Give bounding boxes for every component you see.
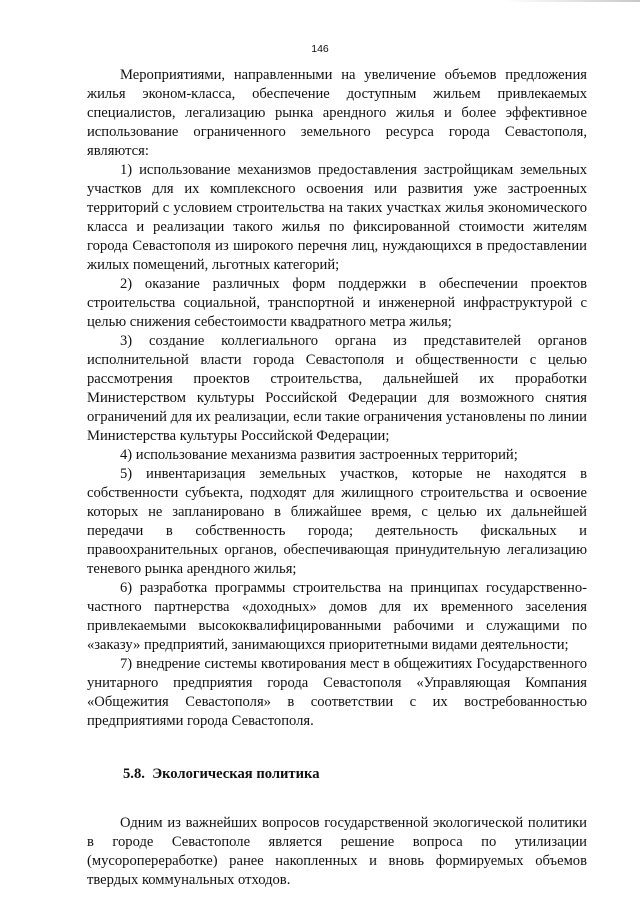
measure-item-7: 7) внедрение системы квотирования мест в общежитиях Государственного унитарного предприятия города Севастополя «Управляющая Компания «Общежития Севастополя» в соответствии с их востребованностью предприятиями города Севастополя. bbox=[87, 656, 587, 729]
section-paragraph: Одним из важнейших вопросов государственной экологической политики в городе Севастополе является решение вопроса по утилизации (мусоропереработке) ранее накопленных и вновь формируемых объемов твердых коммунальных отходов. bbox=[87, 815, 587, 888]
measure-item-5: 5) инвентаризация земельных участков, которые не находятся в собственности субъекта, подходят для жилищного строительства и освоение которых не запланировано в ближайшее время, с целью их дальнейшей передачи в собственность города; деятельность фискальных и правоохранительных органов, обеспечивающая принудительную легализацию теневого рынка арендного жилья; bbox=[87, 466, 587, 577]
measure-item-6: 6) разработка программы строительства на принципах государственно-частного партнерства «доходных» домов для их временного заселения привлекаемыми высококвалифицированными рабочими и служащими по «заказу» предприятий, занимающихся приоритетными видами деятельности; bbox=[87, 580, 587, 653]
document-body bbox=[87, 66, 587, 890]
measure-item-3: 3) создание коллегиального органа из представителей органов исполнительной власти города Севастополя и общественности с целью рассмотрения проектов строительства, дальнейшей их проработки Министерством культуры Российской Федерации для возможного снятия ограничений для их реализации, если такие ограничения установлены по линии Министерства культуры Российской Федерации; bbox=[87, 333, 587, 444]
intro-paragraph: Мероприятиями, направленными на увеличение объемов предложения жилья эконом-класса, обеспечение доступным жильем привлекаемых специалистов, легализацию рынка арендного жилья и более эффективное использование ограниченного земельного ресурса города Севастополя, являются: bbox=[87, 67, 587, 159]
section-title: Экологическая политика bbox=[152, 766, 320, 782]
measure-item-4: 4) использование механизма развития застроенных территорий; bbox=[120, 447, 518, 463]
page-number: 146 bbox=[311, 43, 329, 55]
scan-edge-artifact bbox=[505, 0, 640, 2]
measure-item-1: 1) использование механизмов предоставления застройщикам земельных участков для их комплексного освоения или развития уже застроенных территорий с условием строительства на таких участках жилья экономического класса и реализации такого жилья по фиксированной стоимости жителям города Севастополя из широкого перечня лиц, нуждающихся в предоставлении жилых помещений, льготных категорий; bbox=[87, 162, 587, 273]
section-heading bbox=[87, 765, 587, 784]
section-number: 5.8. bbox=[123, 766, 145, 782]
measure-item-2: 2) оказание различных форм поддержки в обеспечении проектов строительства социальной, транспортной и инженерной инфраструктурой с целью снижения себестоимости квадратного метра жилья; bbox=[87, 276, 587, 330]
